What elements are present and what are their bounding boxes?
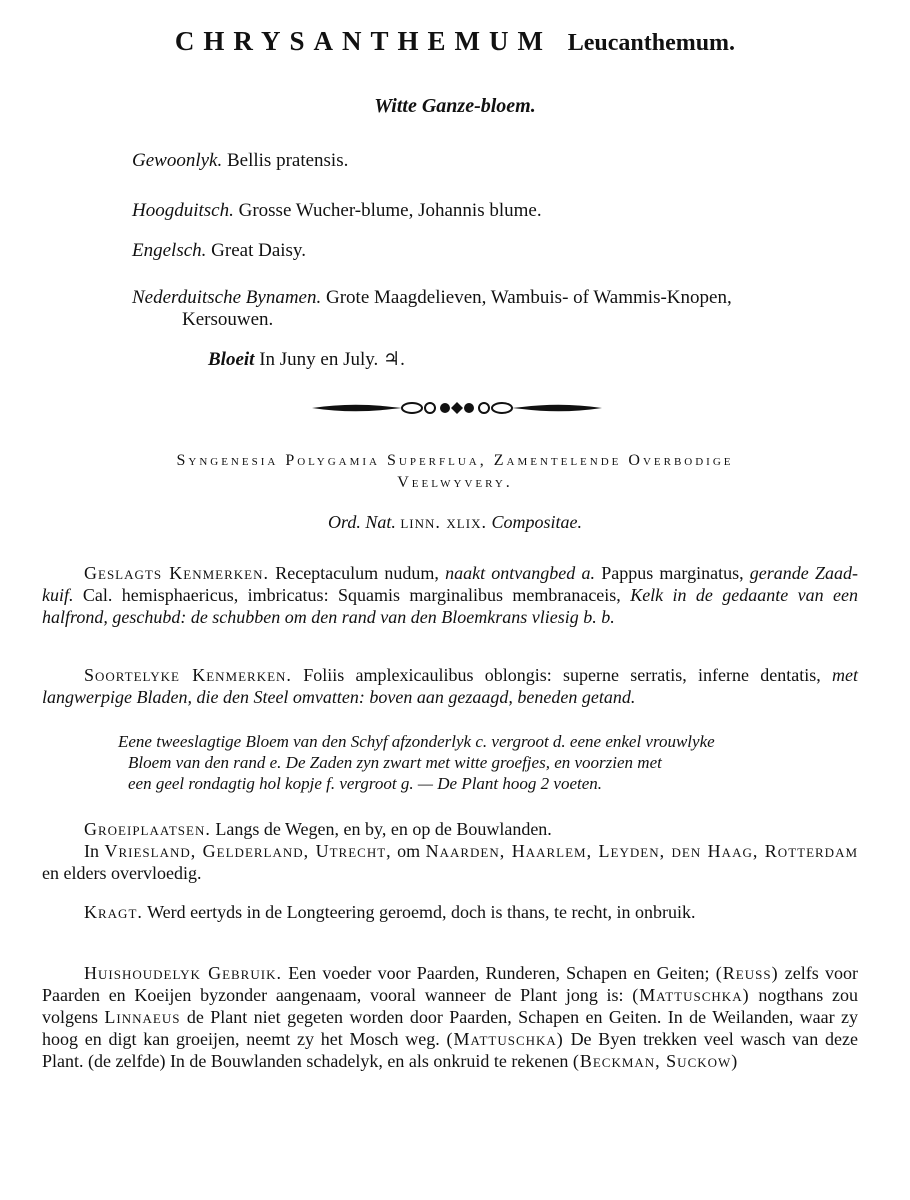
author-reference: (Mattuschka) <box>446 1029 564 1049</box>
natural-order <box>0 512 910 533</box>
paragraph-italic: Kelk in de gedaante van een halfrond, geschubd: de schubben om den rand van den Bloemkrans vliesig b. b. <box>42 585 858 627</box>
flowering-line <box>208 348 405 371</box>
page-title <box>0 26 910 57</box>
paragraph-heading: Huishoudelyk Gebruik. <box>84 963 282 983</box>
paragraph-heading: Geslagts Kenmerken. <box>84 563 269 583</box>
name-value: Great Daisy. <box>211 240 306 261</box>
paragraph-text: Een voeder voor Paarden, Runderen, Schapen en Geiten; <box>288 963 710 983</box>
paragraph-huishoudelyk <box>42 962 858 1072</box>
paragraph-text: Werd eertyds in de Longteering geroemd, doch is thans, te recht, in onbruik. <box>147 902 696 922</box>
common-name: Witte Ganze-bloem. <box>374 95 536 117</box>
author-reference: (Beckman, Suckow) <box>572 1051 739 1071</box>
paragraph-kragt <box>42 901 858 923</box>
paragraph-heading: Soortelyke Kenmerken. <box>84 665 292 685</box>
flowering-value: In Juny en July. ♃. <box>259 349 405 370</box>
genus-name: CHRYSANTHEMUM <box>174 26 552 56</box>
name-label: Gewoonlyk. <box>132 150 223 171</box>
name-line-engelsch <box>132 240 306 262</box>
class-heading-line: Veelwyvery. <box>397 474 513 491</box>
paragraph-geslagts <box>42 562 858 628</box>
place-names: Vriesland, Gelderland, Utrecht, <box>104 841 392 861</box>
paragraph-text: de Plant niet gegeten worden door Paarden, Schapen en Geiten. In de Weilanden, waar zy hoog en digt kan groeijen, neemt zy het Mosch weg. <box>42 1007 859 1049</box>
species-name: Leucanthemum. <box>567 30 736 56</box>
paragraph-text: In <box>84 841 99 861</box>
paragraph-text: Foliis amplexicaulibus oblongis: superne serratis, inferne dentatis, <box>303 665 821 685</box>
name-value: Bellis pratensis. <box>226 150 349 171</box>
caption-line: Bloem van den rand e. De Zaden zyn zwart met witte groefjes, en voorzien met <box>128 753 662 772</box>
place-names: Naarden, Haarlem, Leyden, den Haag, Rotterdam <box>425 841 859 861</box>
linnaean-class-heading <box>0 450 910 494</box>
name-label: Hoogduitsch. <box>132 200 234 221</box>
name-label: Engelsch. <box>132 240 207 261</box>
paragraph-text: om <box>397 841 421 861</box>
author-reference: (Reuss) <box>715 963 779 983</box>
paragraph-heading: Groeiplaatsen. <box>84 819 211 839</box>
name-line-nederduitsch <box>132 287 732 330</box>
figure-caption <box>118 731 858 794</box>
name-line-gewoonlyk <box>132 150 348 172</box>
class-heading-line: Syngenesia Polygamia Superflua, Zamentelende Overbodige <box>176 452 734 469</box>
caption-line: een geel rondagtig hol kopje f. vergroot g. — De Plant hoog 2 voeten. <box>128 774 603 793</box>
order-name: Compositae. <box>491 512 582 532</box>
author-reference: (Mattuschka) <box>632 985 750 1005</box>
flowering-label: Bloeit <box>208 349 255 370</box>
author-reference: Linnaeus <box>104 1007 181 1027</box>
paragraph-text: Cal. hemisphaericus, imbricatus: Squamis marginalibus membranaceis, <box>82 585 621 605</box>
paragraph-soortelyke <box>42 664 858 708</box>
paragraph-text: De Byen trekken veel wasch van deze Plant. (de zelfde) In de Bouwlanden schadelyk, en als onkruid te rekenen <box>42 1029 858 1071</box>
paragraph-heading: Kragt. <box>84 902 143 922</box>
paragraph-italic: gerande Zaad-kuif. <box>42 563 858 605</box>
paragraph-text: Pappus marginatus, <box>601 563 744 583</box>
name-value: Grosse Wucher-blume, Johannis blume. <box>238 200 542 221</box>
paragraph-text: zelfs voor Paarden en Koeijen byzonder aangenaam, vooral wanneer de Plant jong is: <box>42 963 858 1005</box>
name-value-continued: Kersouwen. <box>182 309 274 330</box>
name-line-hoogduitsch <box>132 200 542 222</box>
paragraph-text: Langs de Wegen, en by, en op de Bouwlanden. <box>215 819 552 839</box>
paragraph-italic: met langwerpige Bladen, die den Steel omvatten: boven aan gezaagd, beneden getand. <box>42 665 859 707</box>
caption-line: Eene tweeslagtige Bloem van den Schyf afzonderlyk c. vergroot d. eene enkel vrouwlyke <box>118 732 715 751</box>
order-linn: linn. xlix. <box>400 512 487 532</box>
paragraph-groeiplaatsen <box>42 818 858 884</box>
name-label: Nederduitsche Bynamen. <box>132 287 322 308</box>
name-value: Grote Maagdelieven, Wambuis- of Wammis-Knopen, <box>326 287 732 308</box>
paragraph-italic: naakt ontvangbed a. <box>445 563 595 583</box>
paragraph-text: nogthans zou volgens <box>42 985 859 1027</box>
paragraph-text: en elders overvloedig. <box>42 863 202 883</box>
ornament-divider <box>312 398 602 418</box>
order-prefix: Ord. Nat. <box>328 512 396 532</box>
paragraph-text: Receptaculum nudum, <box>275 563 439 583</box>
